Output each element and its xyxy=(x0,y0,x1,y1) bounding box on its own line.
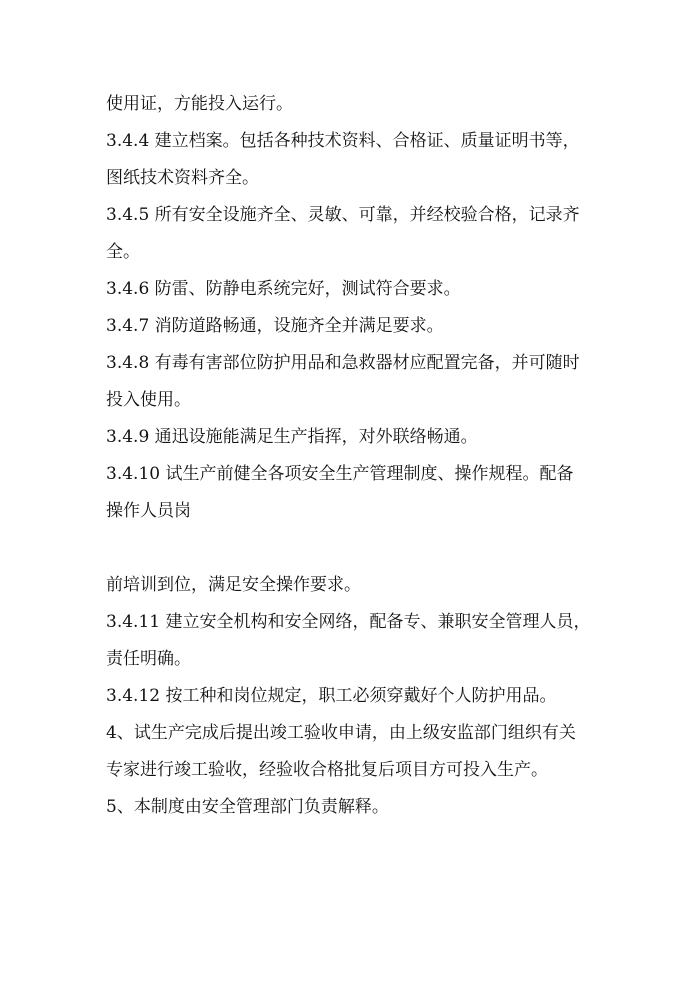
text-line: 操作人员岗 xyxy=(106,501,191,521)
paragraph-3-4-12 xyxy=(106,678,606,715)
text-line: 前培训到位，满足安全操作要求。 xyxy=(106,575,361,595)
paragraph-3-4-9 xyxy=(106,419,606,456)
text-line: 3.4.7 消防道路畅通，设施齐全并满足要求。 xyxy=(106,316,444,336)
text-line: 3.4.9 通迅设施能满足生产指挥，对外联络畅通。 xyxy=(106,427,478,447)
paragraph-3-4-10 xyxy=(106,456,606,530)
text-line: 3.4.11 建立安全机构和安全网络，配备专、兼职安全管理人员， xyxy=(106,612,591,632)
paragraph-item-5 xyxy=(106,789,606,826)
paragraph-item-4 xyxy=(106,715,606,789)
text-line: 投入使用。 xyxy=(106,390,191,410)
text-line: 专家进行竣工验收，经验收合格批复后项目方可投入生产。 xyxy=(106,760,548,780)
text-line: 全。 xyxy=(106,242,140,262)
text-line: 3.4.12 按工种和岗位规定，职工必须穿戴好个人防护用品。 xyxy=(106,686,557,706)
paragraph-3-4-8 xyxy=(106,345,606,419)
paragraph-training xyxy=(106,567,606,604)
paragraph-3-4-11 xyxy=(106,604,606,678)
text-line: 5、本制度由安全管理部门负责解释。 xyxy=(106,797,389,817)
paragraph-3-4-4 xyxy=(106,123,606,197)
text-line: 3.4.8 有毒有害部位防护用品和急救器材应配置完备，并可随时 xyxy=(106,353,580,373)
text-line: 3.4.5 所有安全设施齐全、灵敏、可靠，并经校验合格，记录齐 xyxy=(106,205,580,225)
paragraph-usage-certificate xyxy=(106,86,606,123)
paragraph-3-4-5 xyxy=(106,197,606,271)
text-line: 3.4.6 防雷、防静电系统完好，测试符合要求。 xyxy=(106,279,461,299)
text-line: 责任明确。 xyxy=(106,649,191,669)
text-line: 4、试生产完成后提出竣工验收申请，由上级安监部门组织有关 xyxy=(106,723,576,743)
paragraph-3-4-6 xyxy=(106,271,606,308)
text-line: 3.4.4 建立档案。包括各种技术资料、合格证、质量证明书等， xyxy=(106,131,580,151)
document-body xyxy=(106,86,606,826)
text-line: 图纸技术资料齐全。 xyxy=(106,168,259,188)
blank-gap xyxy=(106,530,606,567)
text-line: 3.4.10 试生产前健全各项安全生产管理制度、操作规程。配备 xyxy=(106,464,574,484)
text-line: 使用证，方能投入运行。 xyxy=(106,94,293,114)
paragraph-3-4-7 xyxy=(106,308,606,345)
